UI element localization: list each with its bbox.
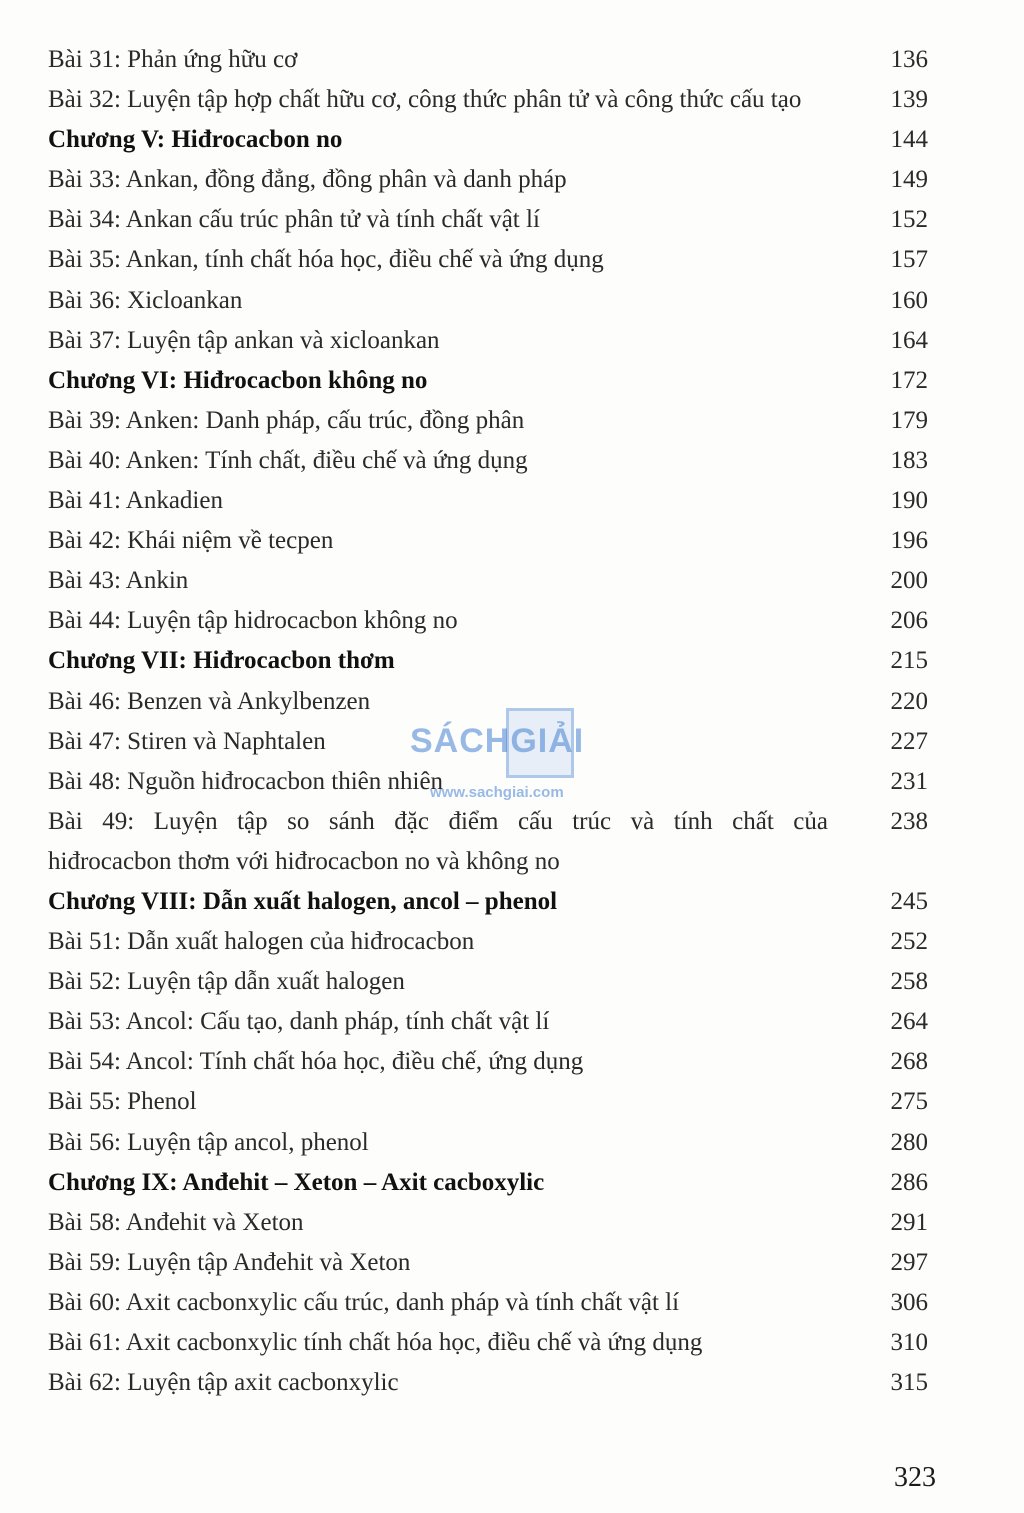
toc-lesson-row [48,1243,928,1283]
toc-lesson-row [48,281,928,321]
toc-page-number: 286 [890,1168,928,1196]
toc-lesson-row [48,962,928,1002]
toc-lesson-row [48,481,928,521]
toc-lesson-row [48,922,928,962]
toc-page-number: 268 [890,1048,928,1076]
lesson-title: Bài 35: Ankan, tính chất hóa học, điều chế và ứng dụng [48,246,604,274]
toc-page-number: 310 [890,1329,928,1356]
lesson-title: Bài 41: Ankadien [48,487,223,515]
lesson-title: Bài 37: Luyện tập ankan và xicloankan [48,326,440,354]
page-number: 323 [894,1462,936,1493]
toc-page-number: 136 [890,46,928,73]
lesson-title: Bài 48: Nguồn hiđrocacbon thiên nhiên [48,767,444,795]
lesson-title: Bài 56: Luyện tập ancol, phenol [48,1128,369,1156]
toc-chapter-row [48,882,928,922]
toc-lesson-row [48,762,928,802]
toc-page-number: 231 [890,767,928,795]
toc-page-number: 196 [890,527,928,555]
toc-page-number: 306 [890,1288,928,1316]
lesson-title: Bài 40: Anken: Tính chất, điều chế và ứng dụng [48,446,528,474]
toc-page-number: 238 [890,807,928,835]
chapter-title: Chương VI: Hiđrocacbon không no [48,366,428,394]
lesson-title: Bài 31: Phản ứng hữu cơ [48,46,298,73]
toc-lesson-row [48,160,928,200]
toc-page-number: 264 [890,1008,928,1036]
lesson-title: Bài 46: Benzen và Ankylbenzen [48,687,371,715]
lesson-title: hiđrocacbon thơm với hiđrocacbon no và không no [48,847,560,875]
toc-lesson-row [48,1002,928,1042]
toc-lesson-row [48,1123,928,1163]
lesson-title: Bài 55: Phenol [48,1088,197,1116]
lesson-title: Bài 58: Anđehit và Xeton [48,1208,304,1236]
toc-page-number: 245 [890,887,928,915]
chapter-title: Chương IX: Anđehit – Xeton – Axit cacboxylic [48,1168,545,1196]
lesson-title: Bài 52: Luyện tập dẫn xuất halogen [48,968,405,996]
lesson-title: Bài 32: Luyện tập hợp chất hữu cơ, công thức phân tử và công thức cấu tạo [48,86,802,114]
toc-lesson-row [48,842,928,882]
lesson-title: Bài 61: Axit cacbonxylic tính chất hóa học, điều chế và ứng dụng [48,1329,703,1356]
toc-page-number: 190 [890,487,928,515]
chapter-title: Chương VII: Hiđrocacbon thơm [48,647,395,675]
toc-chapter-row [48,641,928,681]
toc-lesson-row [48,321,928,361]
toc-page-number: 144 [890,126,928,154]
chapter-title: Chương VIII: Dẫn xuất halogen, ancol – phenol [48,887,558,915]
toc-page-number: 179 [890,406,928,434]
toc-page-number: 215 [890,647,928,675]
toc-page-number: 291 [890,1208,928,1236]
toc-page-number: 157 [890,246,928,274]
toc-page-number: 280 [890,1128,928,1156]
lesson-title: Bài 39: Anken: Danh pháp, cấu trúc, đồng phân [48,406,525,434]
watermark-logo-text: SÁCHGIẢI [410,722,585,760]
toc-lesson-row [48,1042,928,1082]
toc-page-number: 139 [890,86,928,114]
lesson-title: Bài 43: Ankin [48,567,189,595]
toc-page-number: 315 [890,1369,928,1397]
toc-lesson-row [48,561,928,601]
toc-page-number: 183 [890,446,928,474]
lesson-title: Bài 60: Axit cacbonxylic cấu trúc, danh pháp và tính chất vật lí [48,1288,680,1316]
lesson-title: Bài 59: Luyện tập Anđehit và Xeton [48,1248,411,1276]
toc-lesson-row [48,240,928,280]
toc-page-number: 149 [890,166,928,194]
toc-lesson-row [48,521,928,561]
lesson-title: Bài 49: Luyện tập so sánh đặc điểm cấu trúc và tính chất của [48,807,828,835]
toc-page-number: 206 [890,607,928,635]
toc-page-number: 220 [890,687,928,715]
toc-page-number: 227 [890,727,928,755]
toc-lesson-row [48,1323,928,1363]
toc-page-number: 152 [890,206,928,234]
toc-page-number: 164 [890,326,928,354]
toc-lesson-row [48,802,928,842]
toc-page-number: 258 [890,968,928,996]
toc-chapter-row [48,361,928,401]
lesson-title: Bài 53: Ancol: Cấu tạo, danh pháp, tính chất vật lí [48,1008,550,1036]
lesson-title: Bài 47: Stiren và Naphtalen [48,727,326,755]
toc-lesson-row [48,200,928,240]
toc-lesson-row [48,441,928,481]
lesson-title: Bài 36: Xicloankan [48,286,243,314]
toc-lesson-row [48,1283,928,1323]
toc-chapter-row [48,1163,928,1203]
lesson-title: Bài 42: Khái niệm về tecpen [48,527,334,555]
lesson-title: Bài 51: Dẫn xuất halogen của hiđrocacbon [48,928,475,956]
lesson-title: Bài 62: Luyện tập axit cacbonxylic [48,1369,399,1397]
toc-chapter-row [48,120,928,160]
toc-lesson-row [48,80,928,120]
toc-page-number: 275 [890,1088,928,1116]
toc-lesson-row [48,601,928,641]
toc-lesson-row [48,1082,928,1122]
toc-lesson-row [48,722,928,762]
toc-lesson-row [48,401,928,441]
toc-page-number: 172 [890,366,928,394]
lesson-title: Bài 34: Ankan cấu trúc phân tử và tính chất vật lí [48,206,540,234]
toc-lesson-row [48,682,928,722]
toc-lesson-row [48,1203,928,1243]
toc-lesson-row [48,1363,928,1403]
lesson-title: Bài 54: Ancol: Tính chất hóa học, điều chế, ứng dụng [48,1048,584,1076]
chapter-title: Chương V: Hiđrocacbon no [48,126,343,154]
toc-lesson-row [48,40,928,80]
watermark-url: www.sachgiai.com [430,784,564,801]
toc-page-number: 200 [890,567,928,595]
toc-page-number: 160 [890,286,928,314]
toc-page-number: 297 [890,1248,928,1276]
lesson-title: Bài 33: Ankan, đồng đẳng, đồng phân và danh pháp [48,166,567,194]
lesson-title: Bài 44: Luyện tập hidrocacbon không no [48,607,458,635]
table-of-contents [48,40,928,1403]
toc-page-number: 252 [890,928,928,956]
